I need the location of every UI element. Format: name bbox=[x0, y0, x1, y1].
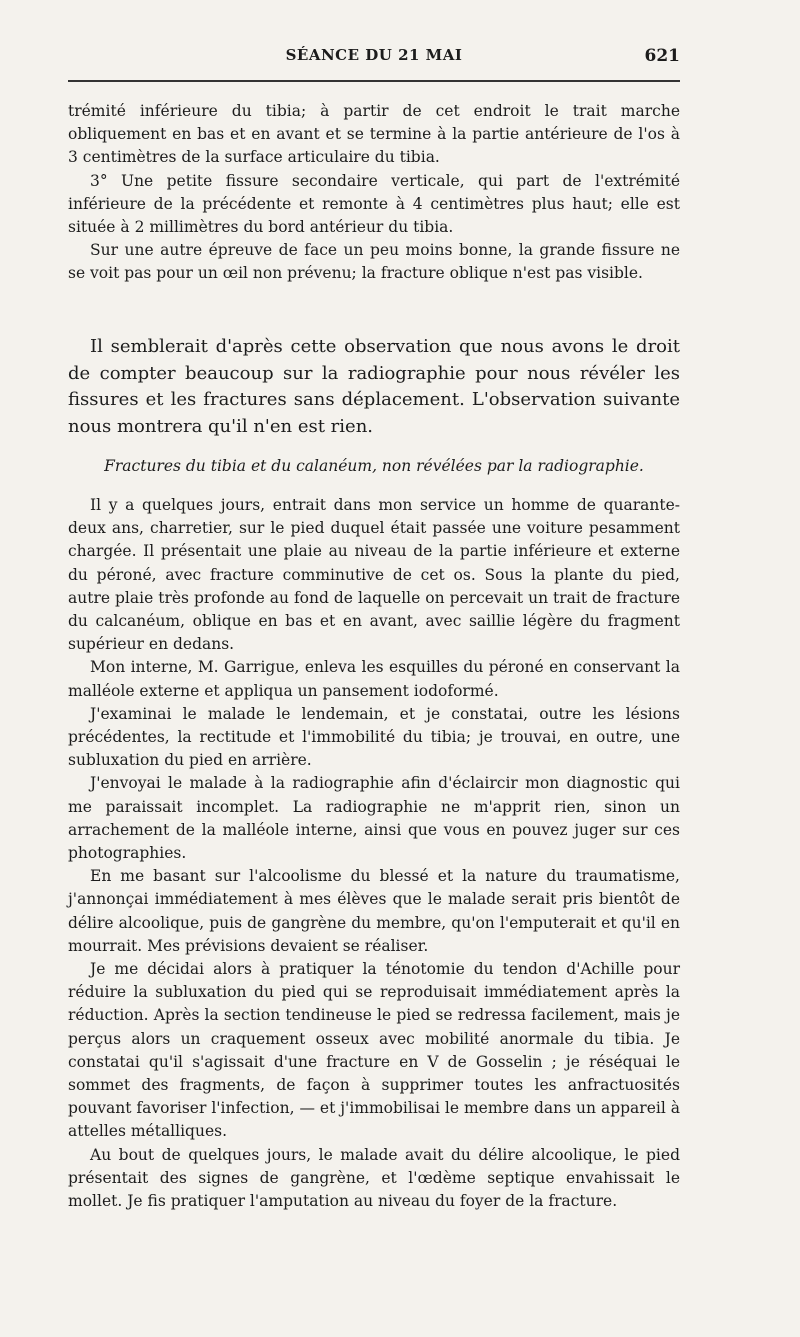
paragraph-prognosis: En me basant sur l'alcoolisme du blessé et la nature du traumatisme, j'annonçai immédiatement à mes élèves que le malade serait pris bientôt de délire alcoolique, puis de gangrène du membre, qu'on l'emputerait et qu'il en mourrait. Mes prévisions devaient se réaliser. bbox=[68, 867, 680, 955]
paragraph-case-intro: Il y a quelques jours, entrait dans mon service un homme de quarante-deux ans, charretier, sur le pied duquel était passée une voiture pesamment chargée. Il présentait une plaie au niveau de la partie inférieure et externe du péroné, avec fracture comminutive de cet os. Sous la plante du pied, autre plaie très profonde au fond de laquelle on percevait un trait de fracture du calcanéum, oblique en bas et en avant, avec saillie légère du fragment supérieur en dedans. bbox=[68, 496, 680, 654]
conclusion-block bbox=[68, 334, 680, 440]
paragraph-examination: J'examinai le malade le lendemain, et je constatai, outre les lésions précédentes, la rectitude et l'immobilité du tibia; je trouvai, en outre, une subluxation du pied en arrière. bbox=[68, 704, 680, 770]
paragraph-conclusion: Il semblerait d'après cette observation que nous avons le droit de compter beaucoup sur la radiographie pour nous révéler les fissures et les fractures sans déplacement. L'observation suivante nous montrera qu'il n'en est rien. bbox=[68, 336, 680, 437]
page-header bbox=[68, 46, 680, 70]
case-block bbox=[68, 494, 680, 1213]
page-number: 621 bbox=[644, 46, 680, 66]
paragraph-tenotomy: Je me décidai alors à pratiquer la ténotomie du tendon d'Achille pour réduire la subluxation du pied qui se reproduisait immédiatement après la réduction. Après la section tendineuse le pied se redressa facilement, mais je perçus alors un craquement osseux avec mobilité anormale du tibia. Je constatai qu'il s'agissait d'une fracture en V de Gosselin ; je réséquai le sommet des fragments, de façon à supprimer toutes les anfractuosités pouvant favoriser l'infection, — et j'immobilisai le membre dans un appareil à attelles métalliques. bbox=[68, 960, 680, 1141]
paragraph-fissure: 3° Une petite fissure secondaire verticale, qui part de l'extrémité inférieure de la précédente et remonte à 4 centimètres plus haut; elle est située à 2 millimètres du bord antérieur du tibia. bbox=[68, 171, 680, 237]
continuation-block bbox=[68, 100, 680, 286]
section-heading: Fractures du tibia et du calanéum, non révélées par la radiographie. bbox=[104, 457, 644, 475]
paragraph-radiography: J'envoyai le malade à la radiographie afin d'éclaircir mon diagnostic qui me paraissait incomplet. La radiographie ne m'apprit rien, sinon un arrachement de la malléole interne, ainsi que vous en pouvez juger sur ces photographies. bbox=[68, 774, 680, 863]
running-title: SÉANCE DU 21 MAI bbox=[285, 46, 463, 64]
paragraph-continuation: trémité inférieure du tibia; à partir de cet endroit le trait marche obliquement en bas et en avant et se termine à la partie antérieure de l'os à 3 centimètres de la surface articulaire du tibia. bbox=[68, 102, 680, 167]
paragraph-other-view: Sur une autre épreuve de face un peu moins bonne, la grande fissure ne se voit pas pour un œil non prévenu; la fracture oblique n'est pas visible. bbox=[68, 241, 680, 283]
paragraph-amputation: Au bout de quelques jours, le malade avait du délire alcoolique, le pied présentait des signes de gangrène, et l'œdème septique envahissait le mollet. Je fis pratiquer l'amputation au niveau du foyer de la fracture. bbox=[68, 1145, 680, 1211]
header-rule bbox=[68, 80, 680, 82]
paragraph-intern: Mon interne, M. Garrigue, enleva les esquilles du péroné en conservant la malléole externe et appliqua un pansement iodoformé. bbox=[68, 658, 680, 700]
